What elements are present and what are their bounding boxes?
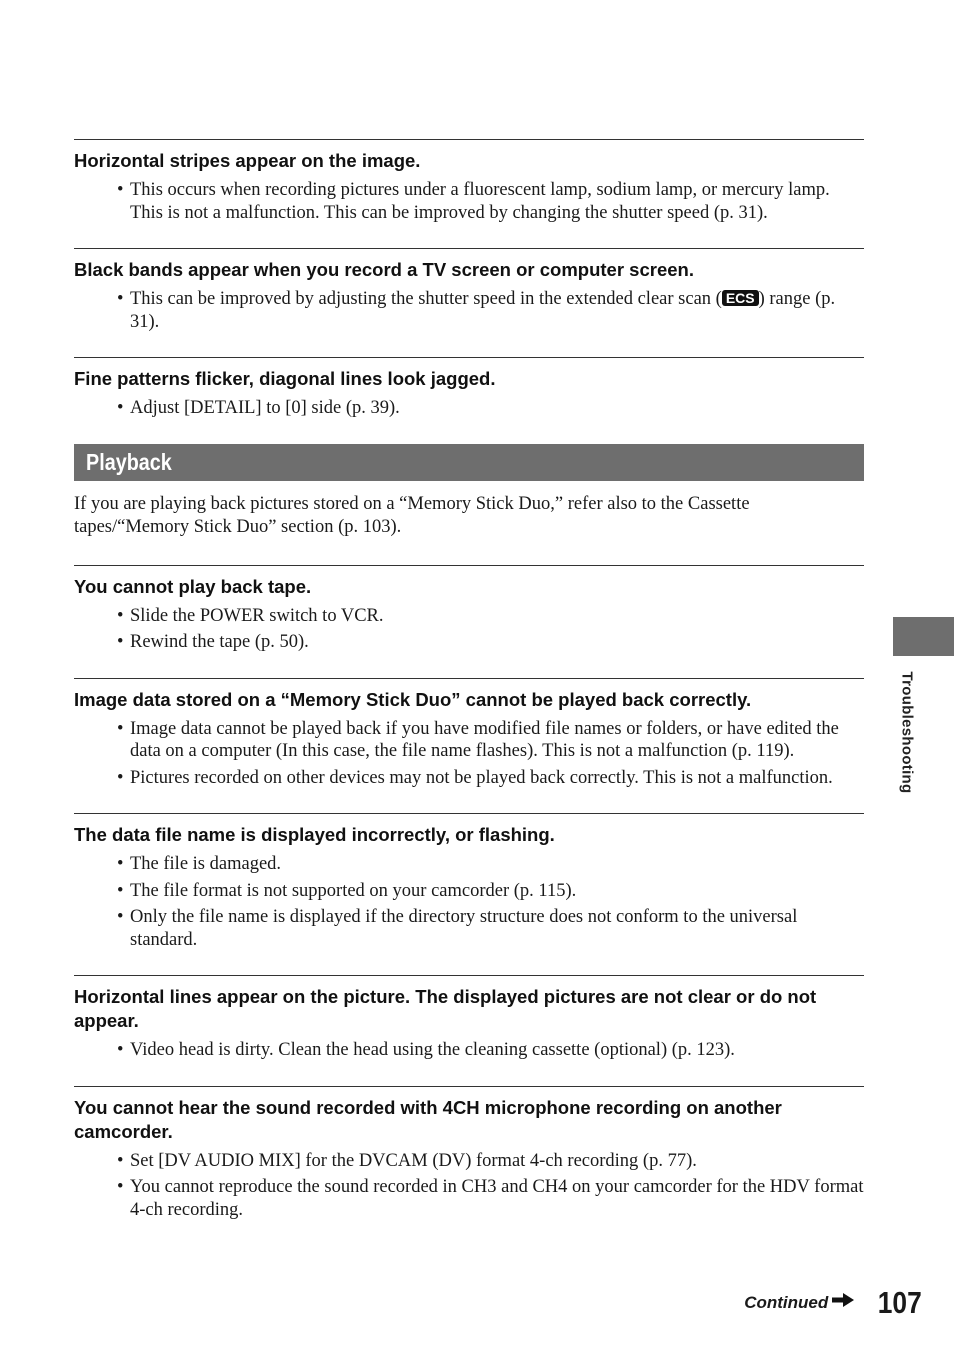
troubleshooting-item [74,678,864,790]
item-title: Fine patterns flicker, diagonal lines look jagged. [74,368,496,389]
continued-label: Continued [744,1293,829,1312]
ecs-icon: ECS [722,290,759,306]
bullet-list [74,288,864,333]
bullet-item: • This occurs when recording pictures under a fluorescent lamp, sodium lamp, or mercury lamp. This is not a malfunction. This can be improved by changing the shutter speed (p. 31). [74,179,864,224]
item-title: The data file name is displayed incorrectly, or flashing. [74,824,555,845]
page-footer [744,1286,922,1320]
bullet-item: • Adjust [DETAIL] to [0] side (p. 39). [74,397,864,420]
bullet-list [74,1039,864,1062]
section-intro: If you are playing back pictures stored on a “Memory Stick Duo,” refer also to the Cassette tapes/“Memory Stick Duo” section (p. 103). [74,493,750,537]
item-title: Image data stored on a “Memory Stick Duo” cannot be played back correctly. [74,688,752,710]
troubleshooting-item [74,248,864,333]
bullet-item: • You cannot reproduce the sound recorded in CH3 and CH4 on your camcorder for the HDV format 4-ch recording. [74,1176,864,1221]
item-title: Black bands appear when you record a TV screen or computer screen. [74,259,694,280]
item-title: Horizontal lines appear on the picture. The displayed pictures are not clear or do not appear. [74,986,817,1031]
bullet-list [74,397,864,420]
bullet-list [74,605,864,654]
item-title: You cannot play back tape. [74,575,312,597]
troubleshooting-item [74,975,864,1062]
bullet-item: • Only the file name is displayed if the directory structure does not conform to the universal standard. [74,906,864,951]
item-title: Horizontal stripes appear on the image. [74,150,421,171]
troubleshooting-item [74,813,864,951]
right-arrow-icon [832,1293,854,1312]
chapter-tab-marker [893,617,954,656]
section-title: Playback [86,448,172,475]
bullet-item: • Slide the POWER switch to VCR. [74,605,864,628]
troubleshooting-item [74,357,864,420]
bullet-item: • Video head is dirty. Clean the head using the cleaning cassette (optional) (p. 123). [74,1039,864,1062]
chapter-tab-text: Troubleshooting [898,671,916,794]
bullet-list [74,853,864,951]
bullet-list [74,718,864,790]
troubleshooting-item [74,1086,864,1222]
bullet-item: • The file is damaged. [74,853,864,876]
section-header [74,444,864,481]
page-content [74,139,864,1225]
troubleshooting-item [74,139,864,224]
bullet-list [74,1150,864,1222]
bullet-list [74,179,864,224]
page-number: 107 [878,1285,922,1320]
bullet-item: • Rewind the tape (p. 50). [74,631,864,654]
item-title: You cannot hear the sound recorded with 4CH microphone recording on another camcorder. [74,1096,782,1142]
troubleshooting-item [74,565,864,654]
bullet-item: • Set [DV AUDIO MIX] for the DVCAM (DV) format 4-ch recording (p. 77). [74,1150,864,1173]
bullet-text-start: This can be improved by adjusting the shutter speed in the extended clear scan ( [130,289,722,309]
bullet-text-end: ) range (p. 31). [130,289,836,332]
bullet-item: • The file format is not supported on your camcorder (p. 115). [74,880,864,903]
bullet-item: • Pictures recorded on other devices may not be played back correctly. This is not a malfunction. [74,767,864,790]
bullet-item [74,288,864,333]
bullet-item: • Image data cannot be played back if you have modified file names or folders, or have edited the data on a computer (In this case, the file name flashes). This is not a malfunction (p. 119). [74,718,864,763]
